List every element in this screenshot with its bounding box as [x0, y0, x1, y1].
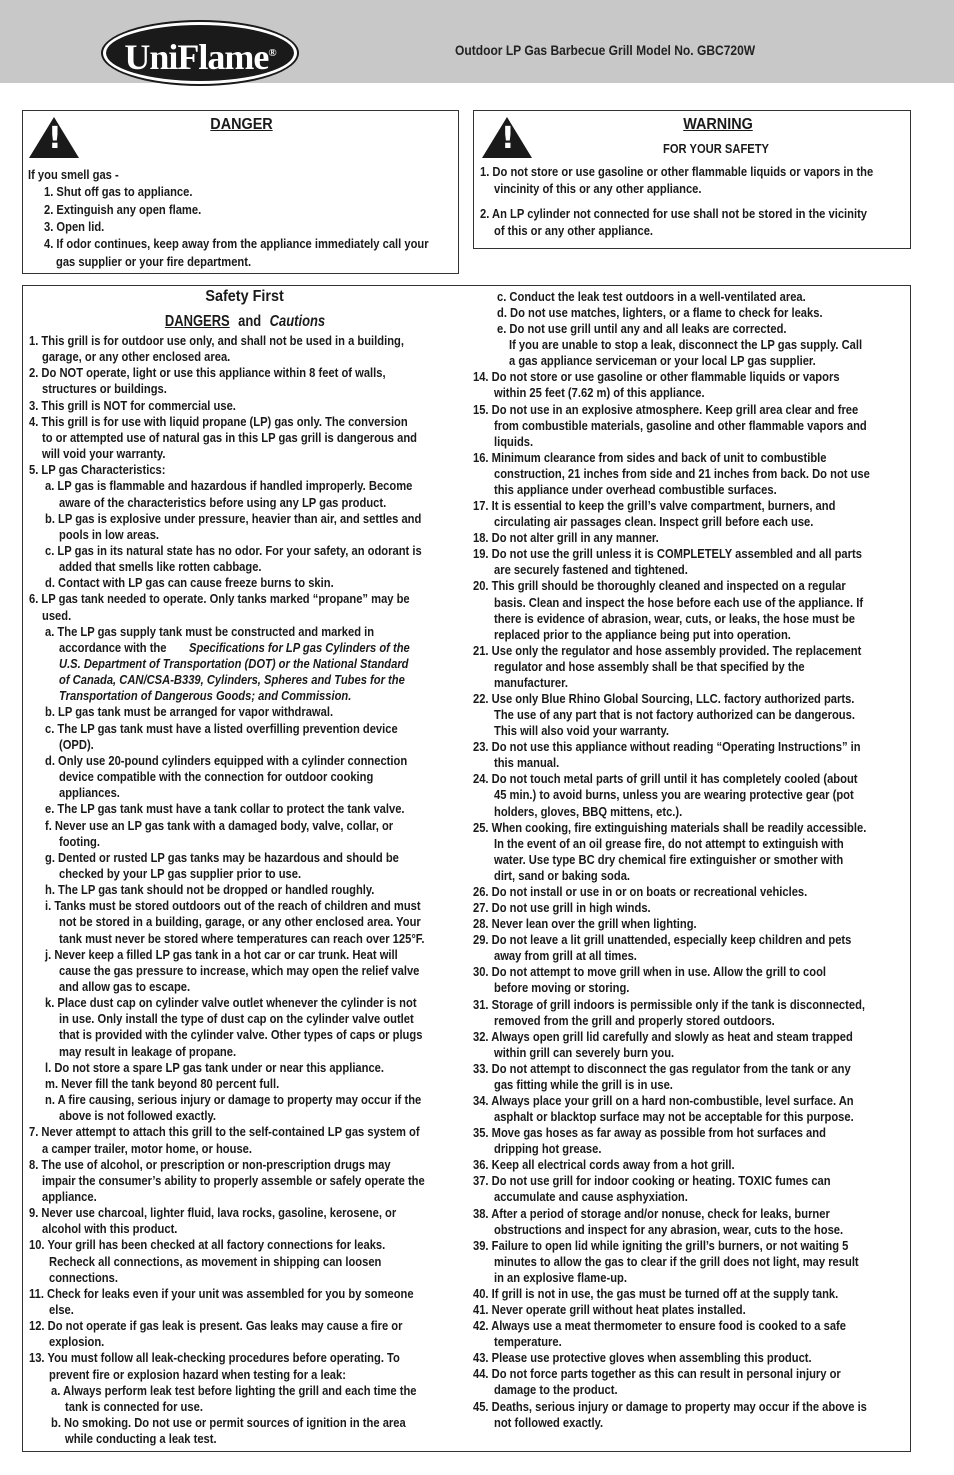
text-line: f. Never use an LP gas tank with a damaged body, valve, collar, or: [45, 817, 394, 833]
safety-title: Safety First: [205, 288, 285, 305]
text-line: garage, or any other enclosed area.: [42, 349, 231, 365]
text-line: b. LP gas is explosive under pressure, heavier than air, and settles and: [45, 510, 422, 526]
text-line: of this or any other appliance.: [494, 223, 654, 238]
text-line: g. Dented or rusted LP gas tanks may be hazardous and should be: [45, 849, 399, 865]
text-line: explosion.: [49, 1334, 105, 1350]
text-line: 3. This grill is NOT for commercial use.: [29, 397, 236, 413]
safety-heading: [23, 313, 467, 331]
text-line: 2. Do NOT operate, light or use this appliance within 8 feet of walls,: [29, 365, 386, 381]
text-line: added that smells like rotten cabbage.: [59, 559, 262, 575]
danger-title: DANGER: [210, 116, 273, 133]
text-line: 2. An LP cylinder not connected for use shall not be stored in the vicinity: [480, 206, 868, 221]
text-line: 10. Your grill has been checked at all factory connections for leaks.: [29, 1237, 386, 1253]
text-line: before moving or storing.: [494, 980, 630, 996]
text-line: dripping hot grease.: [494, 1141, 602, 1157]
text-line: this appliance under overhead combustible surfaces.: [494, 481, 777, 497]
safety-section: [22, 285, 911, 1452]
text-line: 13. You must follow all leak-checking procedures before operating. To: [29, 1350, 400, 1366]
text-line: construction, 21 inches from side and 21 inches from back. Do not use: [494, 465, 870, 481]
text-line: and allow gas to escape.: [59, 979, 191, 994]
text-line: cause the gas pressure to increase, which may open the relief valve: [59, 962, 420, 978]
uniflame-logo: [103, 22, 297, 84]
text-line: a. The LP gas supply tank must be constructed and marked in: [45, 623, 375, 639]
text-line: 38. After a period of storage and/or nonuse, check for leaks, burner: [473, 1205, 830, 1221]
text-line: c. LP gas in its natural state has no odor. For your safety, an odorant is: [45, 542, 422, 558]
text-line: h. The LP gas tank should not be dropped or handled roughly.: [45, 882, 375, 898]
text-line: 43. Please use protective gloves when assembling this product.: [473, 1350, 812, 1366]
text-line: damage to the product.: [494, 1382, 618, 1398]
text-line: not followed exactly.: [494, 1414, 604, 1430]
text-line: 24. Do not touch metal parts of grill until it has completely cooled (about: [473, 771, 858, 787]
text-line: 37. Do not use grill for indoor cooking or heating. TOXIC fumes can: [473, 1173, 831, 1189]
text-line: d. Only use 20-pound cylinders equipped with a cylinder connection: [45, 752, 408, 768]
text-line: 31. Storage of grill indoors is permissible only if the tank is disconnected,: [473, 996, 866, 1012]
text-line: while conducting a leak test.: [65, 1431, 217, 1447]
text-line: are securely fastened and tightened.: [494, 562, 688, 578]
dangers-heading: DANGERS: [164, 313, 230, 330]
text-line: tank is connected for use.: [65, 1398, 203, 1414]
text-line: water. Use type BC dry chemical fire extinguisher or smother with: [494, 851, 844, 867]
text-line: 33. Do not attempt to disconnect the gas regulator from the tank or any: [473, 1060, 851, 1076]
warning-subtitle: FOR YOUR SAFETY: [663, 141, 770, 156]
text-line: regulator and hose assembly shall be that specified by the: [494, 658, 805, 674]
text-line: 39. Failure to open lid while igniting the grill’s burners, or not waiting 5: [473, 1237, 849, 1253]
text-line: alcohol with this product.: [42, 1221, 178, 1237]
text-line: The use of any part that is not factory authorized can be dangerous.: [494, 707, 855, 723]
text-line: Recheck all connections, as movement in shipping can loosen: [49, 1253, 382, 1269]
text-line: 30. Do not attempt to move grill when in use. Allow the grill to cool: [473, 964, 827, 980]
cautions-heading: Cautions: [270, 313, 326, 330]
text-line: (OPD).: [59, 736, 94, 752]
text-line: 19. Do not use the grill unless it is COMPLETELY assembled and all parts: [473, 546, 862, 562]
text-line: 44. Do not force parts together as this can result in personal injury or: [473, 1366, 841, 1382]
text-line: 29. Do not leave a lit grill unattended, especially keep children and pets: [473, 932, 852, 948]
text-line: b. LP gas tank must be arranged for vapor withdrawal.: [45, 704, 334, 720]
and-word: and: [238, 313, 262, 330]
text-line: 4. This grill is for use with liquid propane (LP) gas only. The conversion: [29, 413, 408, 429]
text-line: 27. Do not use grill in high winds.: [473, 900, 651, 916]
text-line: 4. If odor continues, keep away from the appliance immediately call your: [44, 236, 429, 252]
text-line: 16. Minimum clearance from sides and back of unit to combustible: [473, 449, 827, 465]
text-line: pools in low areas.: [59, 526, 160, 542]
text-line: device compatible with the connection for outdoor cooking: [59, 769, 374, 785]
text-line: manufacturer.: [494, 674, 568, 690]
text-line: removed from the grill and properly stored outdoors.: [494, 1012, 775, 1028]
text-line: vincinity of this or any other appliance.: [494, 181, 702, 196]
text-line: 7. Never attempt to attach this grill to the self-contained LP gas system of: [29, 1124, 420, 1140]
text-line: 20. This grill should be thoroughly cleaned and inspected on a regular: [473, 578, 846, 594]
text-line: d. Do not use matches, lighters, or a flame to check for leaks.: [497, 305, 823, 321]
text-line: c. Conduct the leak test outdoors in a well-ventilated area.: [497, 289, 806, 304]
text-line: If you are unable to stop a leak, disconnect the LP gas supply. Call: [509, 337, 863, 353]
text-line: not be stored in a building, garage, or any other enclosed area. Your: [59, 914, 421, 930]
text-line: Specifications for LP gas Cylinders of the: [189, 639, 410, 655]
text-line: of Canada, CAN/CSA-B339, Cylinders, Spheres and Tubes for the: [59, 672, 405, 688]
text-line: asphalt or blacktop surface may not be acceptable for this purpose.: [494, 1109, 854, 1125]
text-line: circulating air passages clean. Inspect grill before each use.: [494, 514, 814, 530]
text-line: 26. Do not install or use in or on boats or recreational vehicles.: [473, 883, 808, 899]
text-line: 36. Keep all electrical cords away from a hot grill.: [473, 1157, 735, 1173]
text-line: 2. Extinguish any open flame.: [44, 201, 202, 217]
page-header: [0, 0, 954, 83]
text-line: impair the consumer’s ability to properly assemble or safely operate the: [42, 1172, 425, 1188]
text-line: above is not followed exactly.: [59, 1108, 216, 1124]
warning-triangle-icon: !: [482, 117, 532, 158]
text-line: Transportation of Dangerous Goods; and Commission.: [59, 688, 352, 704]
text-line: within grill can severely burn you.: [494, 1044, 675, 1060]
text-line: 35. Move gas hoses as far away as possible from hot surfaces and: [473, 1125, 826, 1141]
text-line: dirt, sand or baking soda.: [494, 867, 631, 883]
text-line: a. Always perform leak test before lighting the grill and each time the: [51, 1382, 417, 1398]
text-line: a gas appliance serviceman or your local LP gas supplier.: [509, 353, 816, 369]
text-line: 1. Shut off gas to appliance.: [44, 184, 193, 200]
warning-box: [473, 110, 911, 249]
text-line: j. Never keep a filled LP gas tank in a hot car or car trunk. Heat will: [45, 946, 398, 962]
text-line: replaced prior to the appliance being put into operation.: [494, 626, 791, 642]
text-line: else.: [49, 1302, 74, 1317]
text-line: basis. Clean and inspect the hose before each use of the appliance. If: [494, 594, 864, 610]
text-line: 5. LP gas Characteristics:: [29, 462, 166, 478]
text-line: appliance.: [42, 1188, 97, 1204]
text-line: 40. If grill is not in use, the gas must be turned off at the supply tank.: [473, 1285, 839, 1301]
text-line: checked by your LP gas supplier prior to use.: [59, 865, 302, 881]
text-line: 3. Open lid.: [44, 218, 105, 234]
danger-box: [22, 110, 459, 274]
text-line: appliances.: [59, 785, 120, 801]
text-line: connections.: [49, 1269, 118, 1285]
warning-triangle-icon: !: [29, 117, 79, 158]
text-line: U.S. Department of Transportation (DOT) or the National Standard: [59, 656, 409, 671]
text-line: i. Tanks must be stored outdoors out of the reach of children and must: [45, 898, 421, 914]
text-line: holders, gloves, BBQ mittens, etc.).: [494, 803, 683, 819]
text-line: 14. Do not store or use gasoline or other flammable liquids or vapors: [473, 369, 840, 385]
text-line: aware of the characteristics before using any LP gas product.: [59, 494, 387, 510]
text-line: tank must never be stored where temperatures can reach over 125°F.: [59, 930, 425, 946]
text-line: e. The LP gas tank must have a tank collar to protect the tank valve.: [45, 801, 405, 817]
text-line: minutes to allow the gas to clear if the grill does not light, may result: [494, 1253, 859, 1269]
text-line: liquids.: [494, 433, 534, 449]
text-line: 23. Do not use this appliance without reading “Operating Instructions” in: [473, 739, 861, 755]
text-line: b. No smoking. Do not use or permit sources of ignition in the area: [51, 1415, 406, 1431]
text-line: accumulate and cause asphyxiation.: [494, 1189, 688, 1205]
text-line: that is provided with the cylinder valve. Other types of caps or plugs: [59, 1027, 423, 1043]
text-line: there is evidence of abrasion, wear, cuts, or leaks, the hose must be: [494, 610, 855, 626]
text-line: 12. Do not operate if gas leak is present. Gas leaks may cause a fire or: [29, 1318, 403, 1334]
text-line: 15. Do not use in an explosive atmosphere. Keep grill area clear and free: [473, 401, 859, 417]
text-line: n. A fire causing, serious injury or damage to property may occur if the: [45, 1092, 422, 1108]
text-line: 32. Always open grill lid carefully and slowly as heat and steam trapped: [473, 1028, 853, 1044]
text-line: 11. Check for leaks even if your unit was assembled for you by someone: [29, 1285, 414, 1301]
text-line: from combustible materials, gasoline and other flammable vapors and: [494, 417, 867, 433]
text-line: gas supplier or your fire department.: [56, 253, 252, 269]
text-line: 6. LP gas tank needed to operate. Only tanks marked “propane” may be: [29, 591, 410, 607]
text-line: to or attempted use of natural gas in this LP gas grill is dangerous and: [42, 429, 418, 445]
text-line: e. Do not use grill until any and all leaks are corrected.: [497, 321, 787, 337]
text-line: this manual.: [494, 755, 560, 771]
text-line: may result in leakage of propane.: [59, 1043, 237, 1059]
text-line: 34. Always place your grill on a hard non-combustible, level surface. An: [473, 1093, 854, 1108]
text-line: away from grill at all times.: [494, 948, 637, 964]
text-line: in an explosive flame-up.: [494, 1269, 627, 1285]
text-line: in use. Only install the type of dust cap on the cylinder valve outlet: [59, 1011, 414, 1027]
text-line: used.: [42, 607, 72, 623]
text-line: m. Never fill the tank beyond 80 percent full.: [45, 1075, 280, 1091]
text-line: temperature.: [494, 1334, 562, 1350]
text-line: a. LP gas is flammable and hazardous if handled improperly. Become: [45, 478, 413, 494]
brand-name: UniFlame: [124, 37, 269, 77]
text-line: k. Place dust cap on cylinder valve outlet whenever the cylinder is not: [45, 995, 417, 1011]
text-line: If you smell gas -: [28, 167, 119, 182]
text-line: gas fitting while the grill is in use.: [494, 1076, 673, 1092]
text-line: 17. It is essential to keep the grill’s valve compartment, burners, and: [473, 498, 836, 514]
text-line: 42. Always use a meat thermometer to ensure food is cooked to a safe: [473, 1318, 846, 1334]
text-line: 1. Do not store or use gasoline or other flammable liquids or vapors in the: [480, 164, 874, 179]
text-line: 9. Never use charcoal, lighter fluid, lava rocks, gasoline, kerosene, or: [29, 1205, 397, 1221]
text-line: accordance with the: [59, 639, 167, 655]
text-line: 45. Deaths, serious injury or damage to property may occur if the above is: [473, 1398, 867, 1414]
text-line: d. Contact with LP gas can cause freeze burns to skin.: [45, 575, 334, 591]
text-line: 45 min.) to avoid burns, unless you are wearing protective gear (pot: [494, 787, 854, 803]
text-line: 8. The use of alcohol, or prescription or non-prescription drugs may: [29, 1156, 391, 1172]
text-line: 25. When cooking, fire extinguishing materials shall be readily accessible.: [473, 819, 867, 835]
text-line: prevent fire or explosion hazard when testing for a leak:: [49, 1366, 346, 1382]
text-line: 1. This grill is for outdoor use only, and shall not be used in a building,: [29, 333, 404, 348]
text-line: will void your warranty.: [42, 446, 166, 462]
text-line: 28. Never lean over the grill when lighting.: [473, 916, 697, 932]
warning-title: WARNING: [683, 116, 753, 133]
text-line: structures or buildings.: [42, 381, 167, 397]
text-line: c. The LP gas tank must have a listed overfilling prevention device: [45, 720, 398, 736]
text-line: a camper trailer, motor home, or house.: [42, 1140, 253, 1156]
trademark-mark: ®: [268, 47, 276, 59]
text-line: 22. Use only Blue Rhino Global Sourcing, LLC. factory authorized parts.: [473, 691, 855, 706]
text-line: This will also void your warranty.: [494, 723, 669, 739]
text-line: obstructions and inspect for any abrasion, wear, cuts to the hose.: [494, 1221, 844, 1237]
text-line: In the event of an oil grease fire, do not attempt to extinguish with: [494, 835, 844, 851]
text-line: 18. Do not alter grill in any manner.: [473, 530, 659, 546]
text-line: footing.: [59, 833, 100, 849]
document-title: Outdoor LP Gas Barbecue Grill Model No. GBC720W: [455, 42, 756, 58]
text-line: l. Do not store a spare LP gas tank under or near this appliance.: [45, 1059, 385, 1075]
text-line: within 25 feet (7.62 m) of this appliance.: [494, 385, 705, 401]
text-line: 21. Use only the regulator and hose assembly provided. The replacement: [473, 642, 862, 658]
text-line: 41. Never operate grill without heat plates installed.: [473, 1302, 746, 1318]
